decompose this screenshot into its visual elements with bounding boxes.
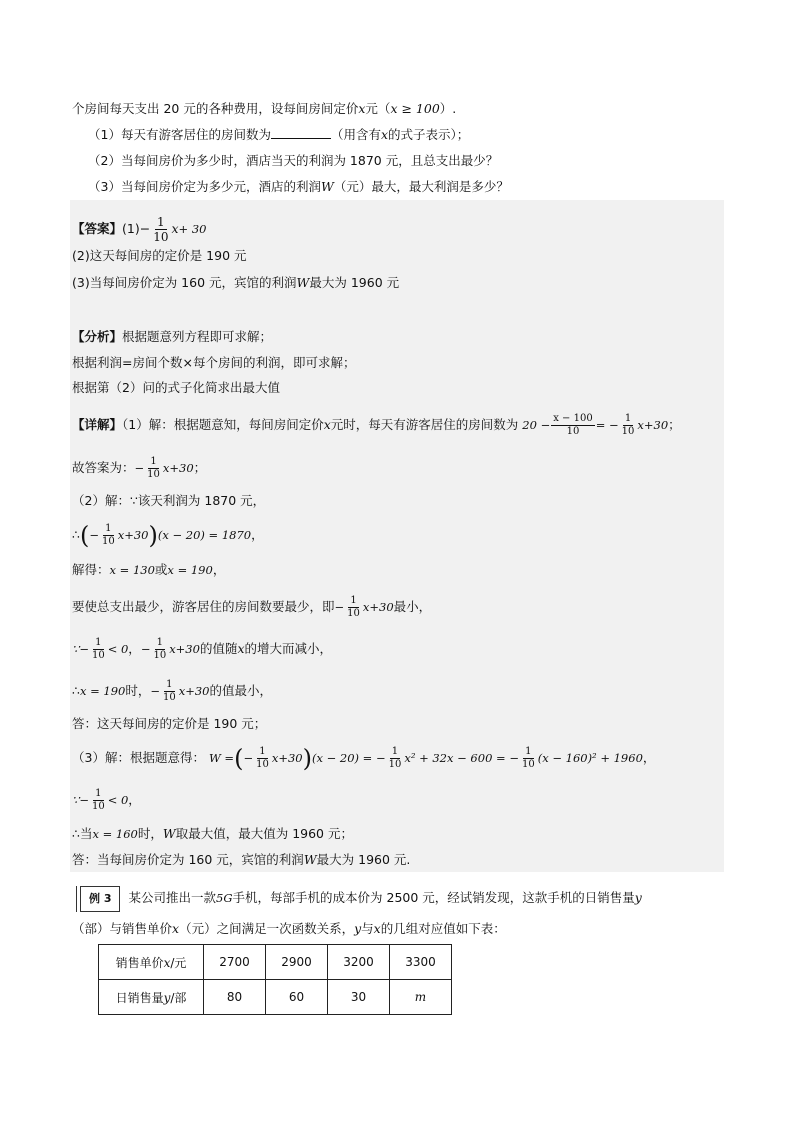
detail-5: 解得：x = 130或x = 190， <box>72 562 226 577</box>
intro-line: 个房间每天支出 20 元的各种费用，设每间房间定价x元（x ≥ 100）. <box>72 101 457 116</box>
question-1: （1）每天有游客居住的房间数为 （用含有x的式子表示）； <box>88 127 470 142</box>
analysis-1: 【分析】根据题意列方程即可求解； <box>72 329 273 344</box>
table-row <box>99 980 452 1015</box>
analysis-label: 【分析】 <box>72 329 123 344</box>
table-cell: 3200 <box>328 945 390 980</box>
answer-label: 【答案】 <box>72 221 123 236</box>
fraction: $\frac{1}{10}$ <box>256 746 269 770</box>
table-cell: 80 <box>204 980 266 1015</box>
fraction: $\frac{1}{10}$ <box>621 413 635 437</box>
example-3-line-2: （部）与销售单价x（元）之间满足一次函数关系，y与x的几组对应值如下表： <box>72 921 506 936</box>
detail-12: ∴当x = 160时，W取最大值，最大值为 1960 元； <box>72 826 353 841</box>
fraction: $\frac{1}{10}$ <box>91 637 105 661</box>
example-tag: 例 3 <box>80 886 120 912</box>
detail-8: ∴x = 190时，− $\frac{1}{10}$ x+30的值最小， <box>72 679 273 703</box>
data-table <box>98 944 452 1015</box>
detail-9: 答：这天每间房的定价是 190 元； <box>72 716 267 731</box>
detail-2: 故答案为：− $\frac{1}{10}$ x+30； <box>72 456 207 480</box>
answer-3: (3)当每间房价定为 160 元，宾馆的利润W最大为 1960 元 <box>72 275 400 290</box>
table-cell: 3300 <box>390 945 452 980</box>
question-2: （2）当每间房价为多少时，酒店当天的利润为 1870 元，且总支出最少？ <box>88 153 499 168</box>
answer-blank <box>271 126 331 139</box>
analysis-3: 根据第（2）问的式子化简求出最大值 <box>72 380 280 395</box>
fraction: $\frac{x - 100}{10}$ <box>553 413 593 437</box>
fraction: $\frac{1}{10}$ <box>147 456 160 480</box>
detail-label: 【详解】 <box>72 417 123 432</box>
fraction: $\frac{1}{10}$ <box>91 788 105 812</box>
detail-6: 要使总支出最少，游客居住的房间数要最少，即− $\frac{1}{10}$ x+30最小， <box>72 595 432 619</box>
detail-11: ∵− $\frac{1}{10}$ < 0， <box>72 788 141 812</box>
answer-2: (2)这天每间房的定价是 190 元 <box>72 248 247 263</box>
detail-3: （2）解：∵该天利润为 1870 元， <box>72 493 266 508</box>
fraction: $\frac{1}{10}$ <box>163 679 176 703</box>
analysis-2: 根据利润=房间个数×每个房间的利润，即可求解； <box>72 355 356 370</box>
table-cell: 30 <box>328 980 390 1015</box>
fraction: $\frac{1}{10}$ <box>153 637 167 661</box>
table-cell: m <box>390 980 452 1015</box>
detail-10: （3）解：根据题意得： W =(− $\frac{1}{10}$ x+30)(x − 20) = − $\frac{1}{10}$ x² + 32x − 600 = − $\frac{1}{10}$ (x − 160)² + 1960， <box>72 744 656 773</box>
detail-4: ∴(− $\frac{1}{10}$ x+30)(x − 20) = 1870， <box>72 521 264 550</box>
answer-1: 【答案】(1)− $\frac{1}{10}$ x+ 30 <box>72 215 207 244</box>
fraction: $\frac{1}{10}$ <box>101 523 115 547</box>
row-header-price: 销售单价x/元 <box>99 945 204 980</box>
detail-7: ∵− $\frac{1}{10}$ < 0，− $\frac{1}{10}$ x+30的值随x的增大而减小， <box>72 637 333 661</box>
fraction: $\frac{1}{10}$ <box>347 595 360 619</box>
table-cell: 2900 <box>266 945 328 980</box>
question-3: （3）当每间房价定为多少元，酒店的利润W（元）最大，最大利润是多少？ <box>88 179 509 194</box>
row-header-sales: 日销售量y/部 <box>99 980 204 1015</box>
fraction: $\frac{1}{10}$ <box>153 215 169 244</box>
table-cell: 2700 <box>204 945 266 980</box>
table-row <box>99 945 452 980</box>
example-3-line-1: 例 3 某公司推出一款5G手机，每部手机的成本价为 2500 元，经试销发现，这款手机的日销售量y <box>80 886 642 912</box>
table-cell: 60 <box>266 980 328 1015</box>
detail-1: 【详解】（1）解：根据题意知，每间房间定价x元时，每天有游客居住的房间数为 20 − $\frac{x - 100}{10}$ = − $\frac{1}{10}$ x+30； <box>72 413 681 437</box>
fraction: $\frac{1}{10}$ <box>521 746 535 770</box>
detail-13: 答：当每间房价定为 160 元，宾馆的利润W最大为 1960 元. <box>72 852 411 867</box>
fraction: $\frac{1}{10}$ <box>388 746 402 770</box>
